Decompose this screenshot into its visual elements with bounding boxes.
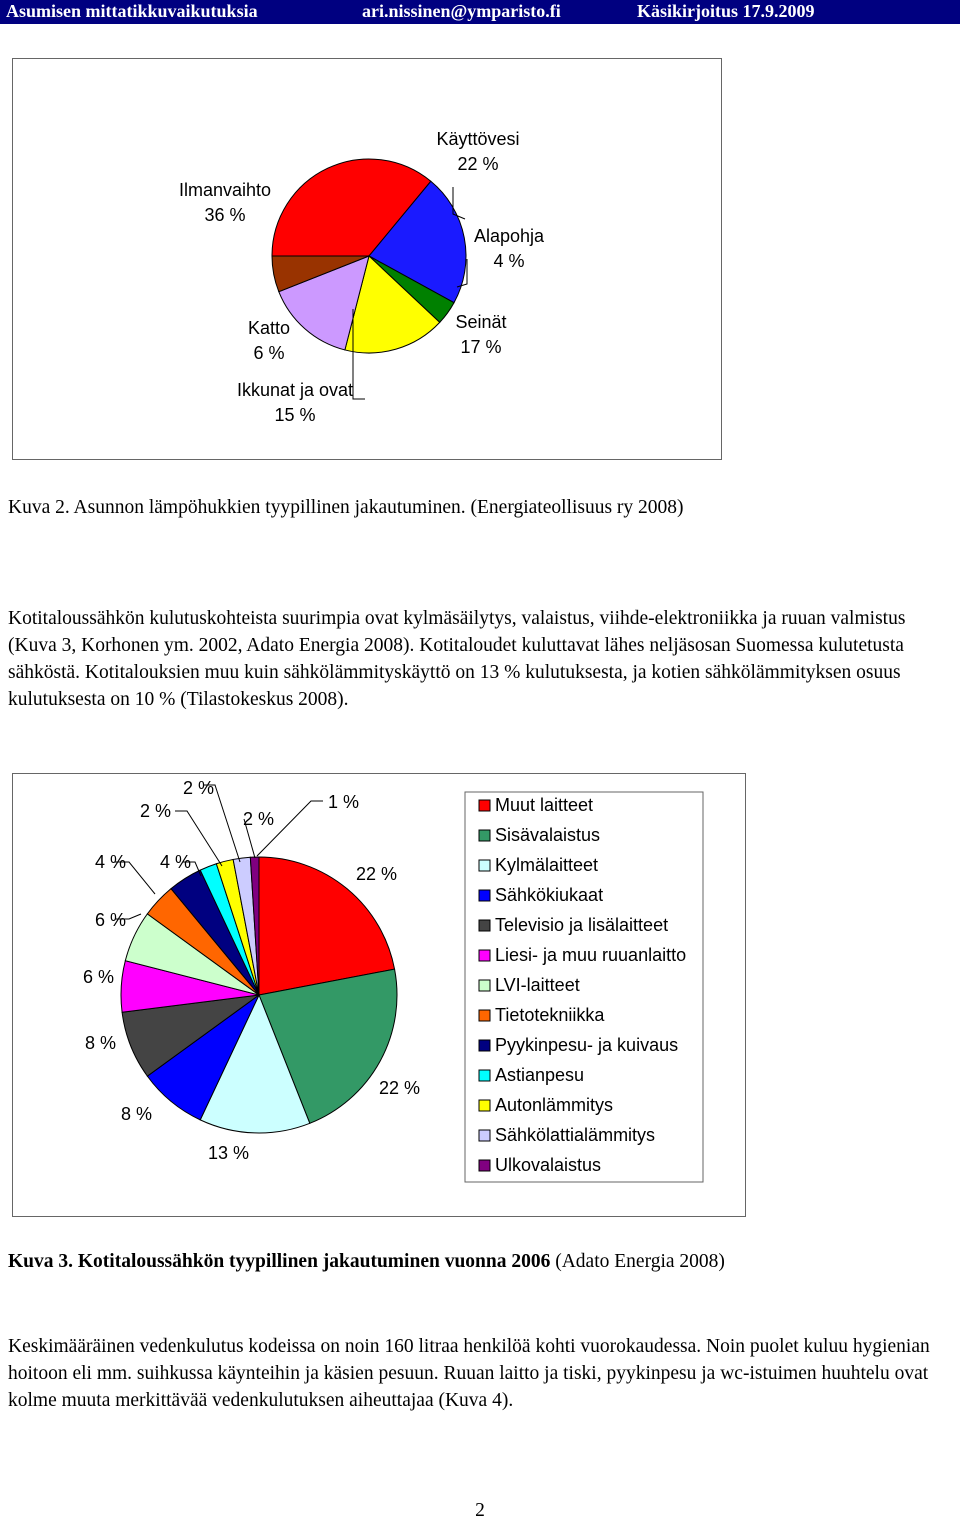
legend-swatch-kylmalaitteet bbox=[479, 860, 490, 871]
legend-label-sisavalaistus: Sisävalaistus bbox=[495, 825, 601, 845]
pie2-label-astianpesu: 2 % bbox=[183, 778, 215, 798]
label-alapohja-name: Alapohja bbox=[473, 226, 545, 246]
legend-label-tietotekniikka: Tietotekniikka bbox=[495, 1005, 605, 1025]
figure2-frame bbox=[12, 58, 722, 460]
legend-swatch-sahkolattialammitys bbox=[479, 1130, 490, 1141]
label-kayttovesi-name: Käyttövesi bbox=[436, 129, 520, 149]
legend-label-ulkovalaistus: Ulkovalaistus bbox=[495, 1155, 602, 1175]
legend-swatch-televisio-ja-lisalaitteet bbox=[479, 920, 490, 931]
pie2-label-televisio: 8 % bbox=[85, 1033, 117, 1053]
figure2-caption: Kuva 2. Asunnon lämpöhukkien tyypillinen jakautuminen. (Energiateollisuus ry 2008) bbox=[8, 497, 684, 518]
figure3-caption-source: (Adato Energia 2008) bbox=[550, 1251, 725, 1272]
pie2-label-kylmalaitteet: 13 % bbox=[208, 1143, 250, 1163]
legend-label-pyykinpesu-ja-kuivaus: Pyykinpesu- ja kuivaus bbox=[495, 1035, 679, 1055]
legend-swatch-astianpesu bbox=[479, 1070, 490, 1081]
legend-swatch-liesi-ja-muu-ruuanlaitto bbox=[479, 950, 490, 961]
pie2-label-liesi: 6 % bbox=[83, 967, 115, 987]
header-email: ari.nissinen@ymparisto.fi bbox=[362, 1, 561, 21]
pie2-label-sisavalaistus: 22 % bbox=[379, 1078, 421, 1098]
heat-loss-pie-chart bbox=[13, 59, 721, 459]
label-ikkunat-name: Ikkunat ja ovat bbox=[236, 380, 354, 400]
household-electricity-pie-chart bbox=[13, 774, 745, 1216]
label-seinat-name: Seinät bbox=[455, 312, 507, 332]
pie2-label-ulkovalaistus: 1 % bbox=[328, 792, 360, 812]
pie2-label-sahkokiukaat: 8 % bbox=[121, 1104, 153, 1124]
legend-label-muut-laitteet: Muut laitteet bbox=[495, 795, 594, 815]
label-kayttovesi-value: 22 % bbox=[457, 154, 499, 174]
pie2-label-tietotekniikka: 4 % bbox=[95, 852, 127, 872]
header-draft: Käsikirjoitus 17.9.2009 bbox=[637, 1, 815, 21]
label-ikkunat-value: 15 % bbox=[274, 405, 316, 425]
legend-swatch-lvi-laitteet bbox=[479, 980, 490, 991]
paragraph-water: Keskimääräinen vedenkulutus kodeissa on noin 160 litraa henkilöä kohti vuorokaudessa. Noin puolet kuluu hygienian hoitoon eli mm. suihkussa käynteihin ja käsien pesuun. Ruuan laitto ja tiski, pyykinpesu ja wc-istuimen huuhtelu ovat kolme muuta merkittävää vedenkulutuksen aiheuttajaa (Kuva 4). bbox=[8, 1336, 930, 1411]
legend-label-astianpesu: Astianpesu bbox=[495, 1065, 585, 1085]
legend-label-liesi-ja-muu-ruuanlaitto: Liesi- ja muu ruuanlaitto bbox=[495, 945, 687, 965]
figure3-caption-bold: Kuva 3. Kotitaloussähkön tyypillinen jakautuminen vuonna 2006 bbox=[8, 1251, 551, 1272]
page-number: 2 bbox=[475, 1500, 485, 1521]
legend-swatch-tietotekniikka bbox=[479, 1010, 490, 1021]
legend-swatch-pyykinpesu-ja-kuivaus bbox=[479, 1040, 490, 1051]
label-seinat-value: 17 % bbox=[460, 337, 502, 357]
legend-swatch-autonlammitys bbox=[479, 1100, 490, 1111]
legend-swatch-muut-laitteet bbox=[479, 800, 490, 811]
label-ilmanvaihto-name: Ilmanvaihto bbox=[178, 180, 272, 200]
paragraph-electricity: Kotitaloussähkön kulutuskohteista suurimpia ovat kylmäsäilytys, valaistus, viihde-elektroniikka ja ruuan valmistus (Kuva 3, Korhonen ym. 2002, Adato Energia 2008). Kotitaloudet kuluttavat lähes neljäsosan Suomessa kulutetusta sähköstä. Kotitalouksien muu kuin sähkölämmityskäyttö on 13 % kulutuksesta, ja kotien sähkölämmityksen osuus kulutuksesta on 10 % (Tilastokeskus 2008). bbox=[8, 608, 906, 710]
legend-label-lvi-laitteet: LVI-laitteet bbox=[495, 975, 580, 995]
label-alapohja-value: 4 % bbox=[493, 251, 525, 271]
pie2-label-sahkolattialammitys: 2 % bbox=[243, 809, 275, 829]
legend-label-kylmalaitteet: Kylmälaitteet bbox=[495, 855, 599, 875]
legend-swatch-sisavalaistus bbox=[479, 830, 490, 841]
legend-swatch-sahkokiukaat bbox=[479, 890, 490, 901]
pie2-label-lvi: 6 % bbox=[95, 910, 127, 930]
legend-label-televisio-ja-lisalaitteet: Televisio ja lisälaitteet bbox=[495, 915, 669, 935]
legend-label-autonlammitys: Autonlämmitys bbox=[495, 1095, 614, 1115]
pie2-label-autonlammitys: 2 % bbox=[140, 801, 172, 821]
label-ilmanvaihto-value: 36 % bbox=[204, 205, 246, 225]
label-katto-name: Katto bbox=[247, 318, 291, 338]
page-header bbox=[0, 0, 960, 24]
figure3-caption bbox=[8, 1251, 725, 1273]
pie2-label-pyykinpesu: 4 % bbox=[160, 852, 192, 872]
figure3-frame bbox=[12, 773, 746, 1217]
label-katto-value: 6 % bbox=[253, 343, 285, 363]
header-title: Asumisen mittatikkuvaikutuksia bbox=[6, 1, 258, 21]
legend-label-sahkokiukaat: Sähkökiukaat bbox=[495, 885, 604, 905]
pie2-label-muut: 22 % bbox=[356, 864, 398, 884]
legend-swatch-ulkovalaistus bbox=[479, 1160, 490, 1171]
legend-label-sahkolattialammitys: Sähkölattialämmitys bbox=[495, 1125, 656, 1145]
